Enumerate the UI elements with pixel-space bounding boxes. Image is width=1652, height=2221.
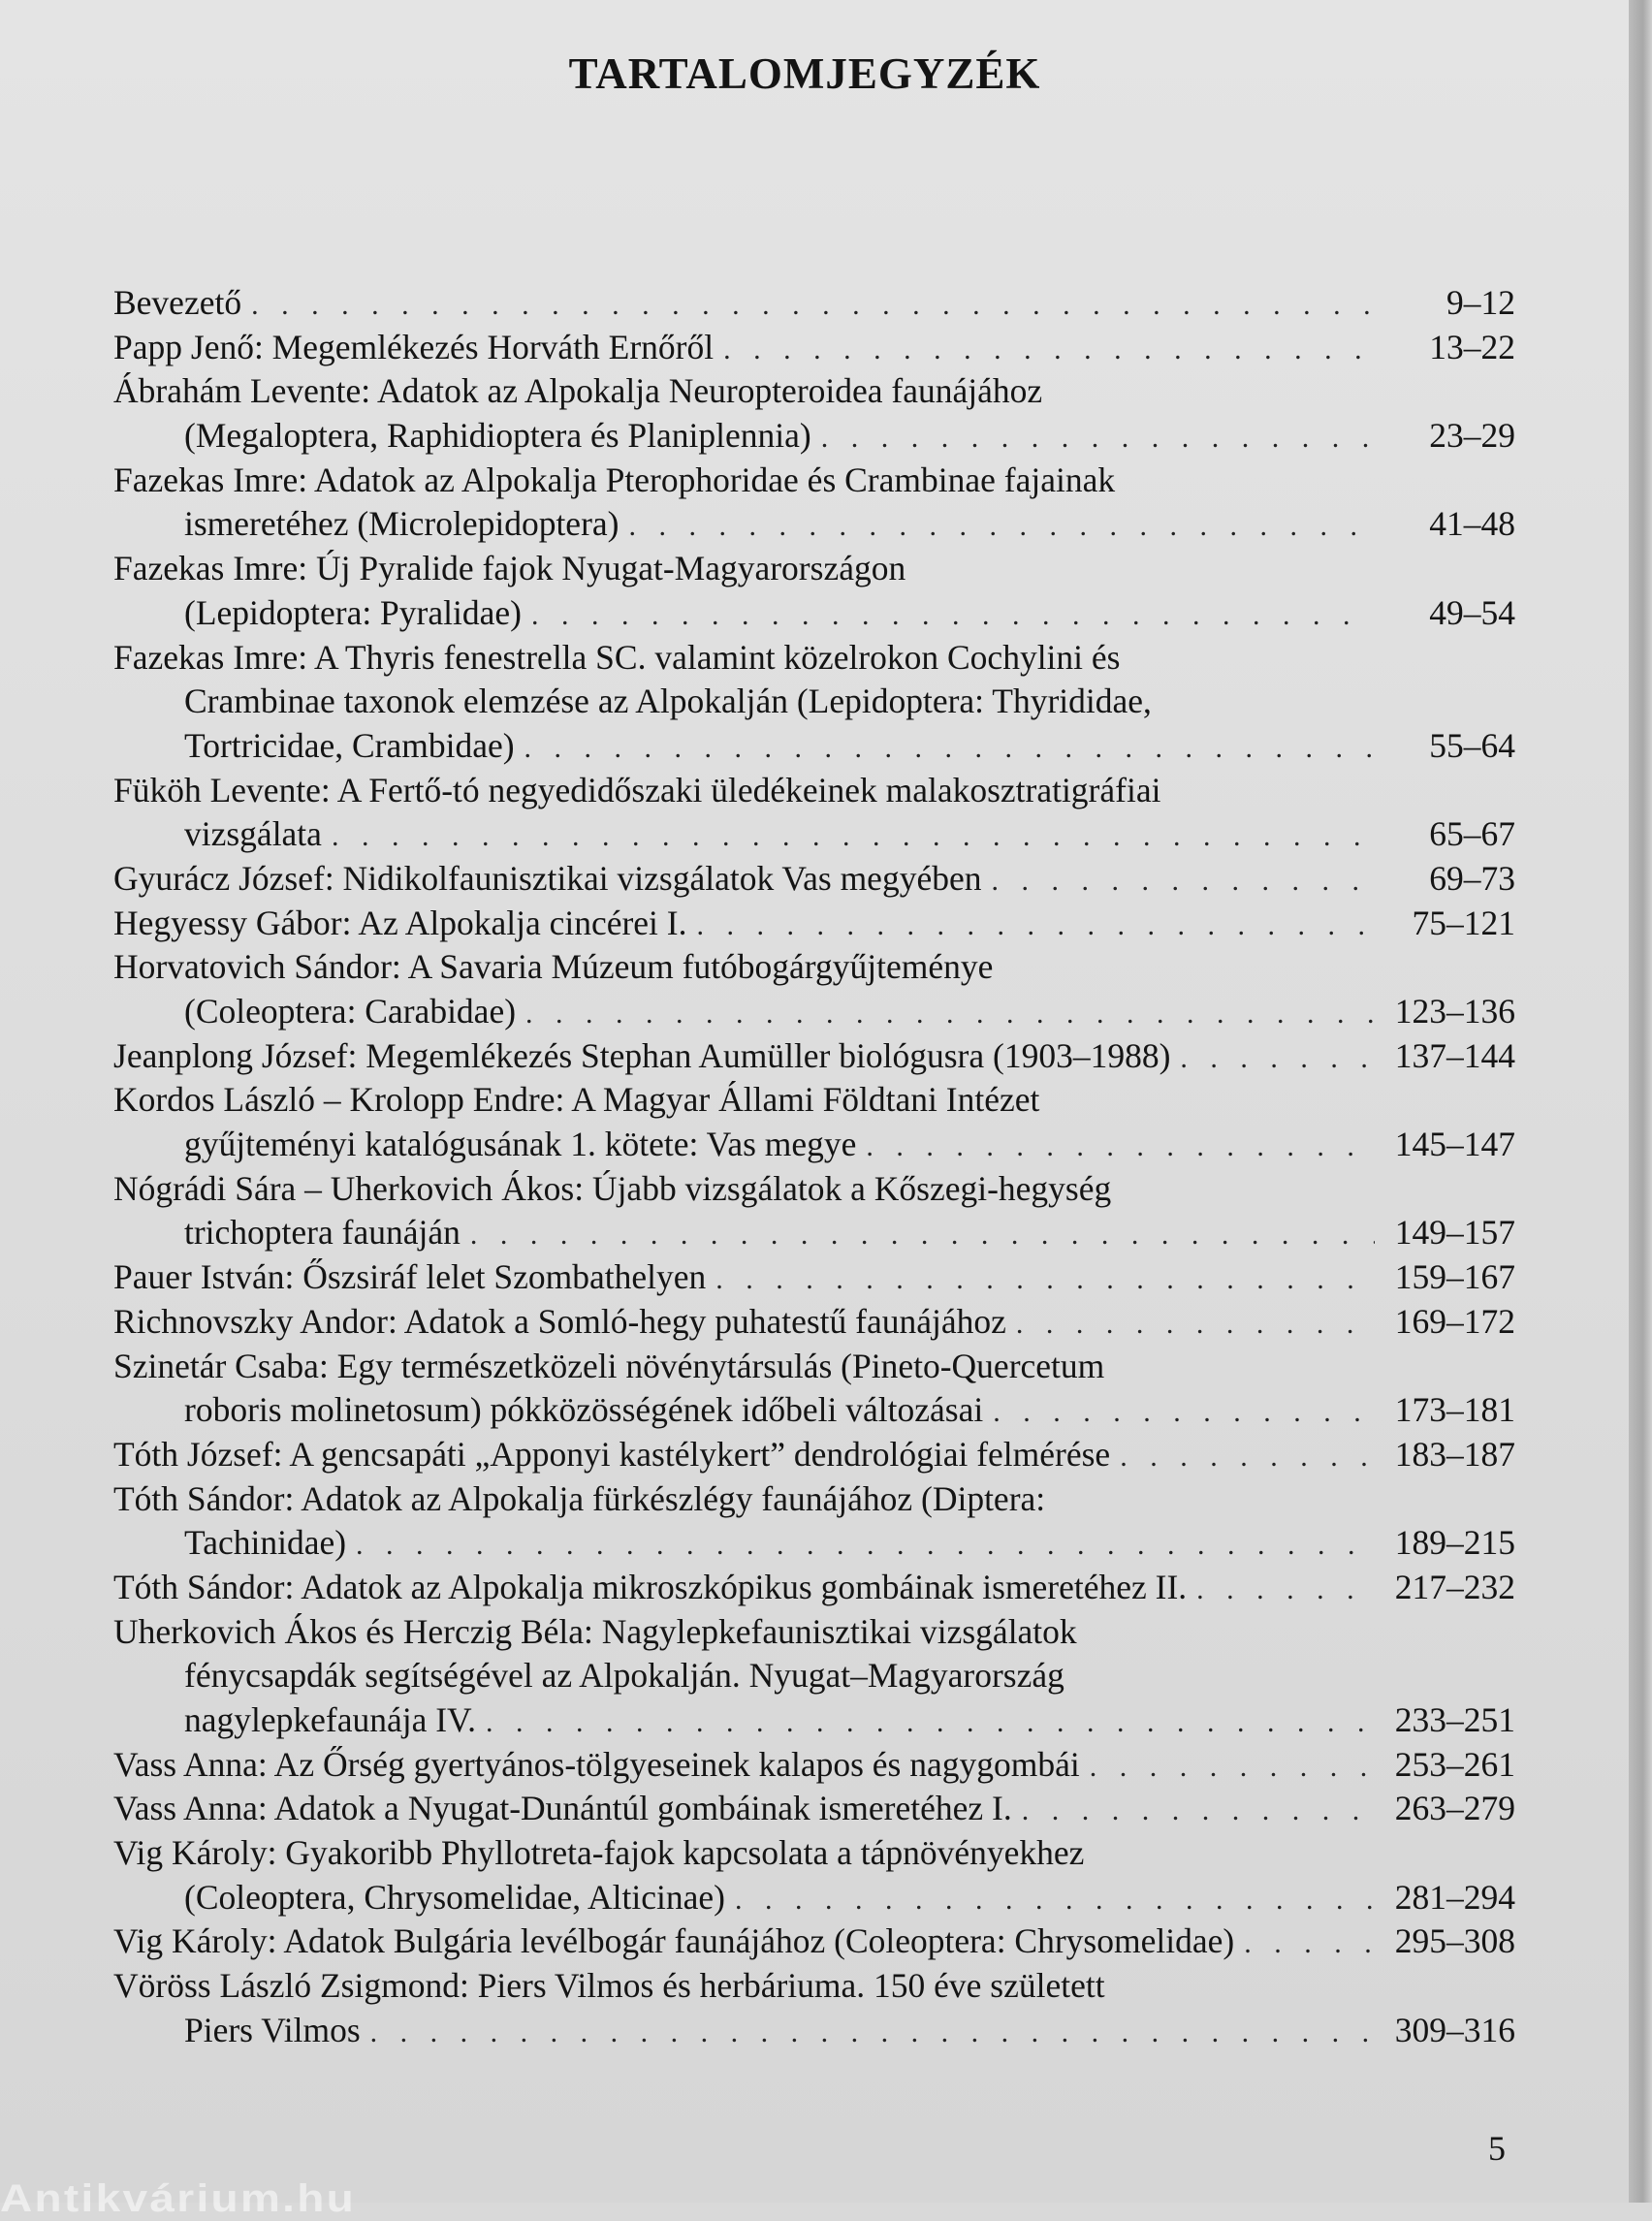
toc-entry-text: Tóth Sándor: Adatok az Alpokalja fürkészlégy faunájához (Diptera: xyxy=(113,1478,1046,1518)
dot-leader xyxy=(470,1213,1375,1257)
dot-leader xyxy=(356,1523,1375,1568)
toc-entry xyxy=(113,1566,1515,1610)
toc-entry-line xyxy=(113,1787,1515,1831)
toc-entry xyxy=(113,326,1515,370)
toc-entry-line xyxy=(113,1255,1515,1300)
dot-leader xyxy=(821,416,1375,460)
dot-leader xyxy=(1090,1745,1375,1790)
dot-leader xyxy=(993,1390,1375,1435)
toc-entry-pages: 65–67 xyxy=(1429,814,1515,854)
toc-entry xyxy=(113,769,1515,857)
page-edge xyxy=(1629,0,1652,2203)
toc-entry-line xyxy=(113,1433,1515,1477)
toc-entry-pages: 189–215 xyxy=(1394,1523,1515,1563)
toc-entry-text: Piers Vilmos xyxy=(184,2010,361,2049)
toc-entry-text: Tachinidae) xyxy=(184,1523,347,1563)
toc-entry-line xyxy=(113,326,1515,370)
toc-entry-text: Bevezető xyxy=(113,283,242,322)
toc-entry-line xyxy=(113,1078,1515,1123)
toc-entry-text: Vig Károly: Adatok Bulgária levélbogár faunájához (Coleoptera: Chrysomelidae) xyxy=(113,1921,1235,1961)
toc-entry-text: Vöröss László Zsigmond: Piers Vilmos és herbáriuma. 150 éve született xyxy=(113,1966,1105,2006)
toc-entry-text: trichoptera faunáján xyxy=(184,1213,461,1253)
toc-entry-text: Tóth Sándor: Adatok az Alpokalja mikroszkópikus gombáinak ismeretéhez II. xyxy=(113,1567,1188,1606)
toc-entry-text: Uherkovich Ákos és Herczig Béla: Nagylepkefaunisztikai vizsgálatok xyxy=(113,1611,1077,1651)
toc-entry-pages: 69–73 xyxy=(1429,858,1515,898)
toc-entry-pages: 9–12 xyxy=(1446,283,1515,322)
toc-entry xyxy=(113,902,1515,946)
toc-entry-continuation-line xyxy=(113,724,1515,769)
toc-entry-line xyxy=(113,1920,1515,1964)
toc-entry-pages: 145–147 xyxy=(1394,1125,1515,1164)
toc-entry-continuation-line xyxy=(113,680,1515,724)
toc-entry-text: Horvatovich Sándor: A Savaria Múzeum futóbogárgyűjteménye xyxy=(113,947,994,987)
toc-entry xyxy=(113,1831,1515,1920)
toc-entry-pages: 75–121 xyxy=(1412,903,1515,942)
toc-entry-text: Szinetár Csaba: Egy természetközeli növénytársulás (Pineto-Quercetum xyxy=(113,1346,1105,1385)
toc-entry-text: ismeretéhez (Microlepidoptera) xyxy=(184,504,620,544)
dot-leader xyxy=(628,504,1375,549)
toc-entry-continuation-line xyxy=(113,1698,1515,1743)
dot-leader xyxy=(735,1878,1375,1922)
toc-entry-text: vizsgálata xyxy=(184,814,322,854)
toc-entry-pages: 123–136 xyxy=(1394,992,1515,1031)
toc-entry-text: Tóth József: A gencsapáti „Apponyi kastélykert” dendrológiai felmérése xyxy=(113,1434,1111,1474)
toc-entry-line xyxy=(113,636,1515,681)
toc-entry-pages: 23–29 xyxy=(1429,416,1515,456)
toc-entry-continuation-line xyxy=(113,1521,1515,1566)
toc-entry-text: Papp Jenő: Megemlékezés Horváth Ernőről xyxy=(113,327,715,366)
toc-entry-line xyxy=(113,281,1515,326)
toc-entry-continuation-line xyxy=(113,414,1515,459)
toc-entry-pages: 159–167 xyxy=(1394,1257,1515,1297)
dot-leader xyxy=(1016,1302,1375,1347)
toc-entry xyxy=(113,1610,1515,1743)
toc-entry-pages: 295–308 xyxy=(1394,1921,1515,1961)
toc-entry xyxy=(113,636,1515,769)
dot-leader xyxy=(525,992,1375,1036)
toc-entry-line xyxy=(113,1566,1515,1610)
toc-entry-pages: 309–316 xyxy=(1394,2010,1515,2049)
dot-leader xyxy=(1022,1789,1375,1833)
toc-entry xyxy=(113,369,1515,458)
toc-entry-text: Füköh Levente: A Fertő-tó negyedidőszaki üledékeinek malakosztratigráfiai xyxy=(113,770,1161,809)
toc-entry-text: (Megaloptera, Raphidioptera és Planiplennia) xyxy=(184,416,811,456)
dot-leader xyxy=(696,904,1375,948)
toc-entry-line xyxy=(113,857,1515,902)
toc-entry xyxy=(113,945,1515,1033)
toc-entry xyxy=(113,281,1515,326)
dot-leader xyxy=(1196,1568,1375,1612)
toc-entry-pages: 55–64 xyxy=(1429,725,1515,765)
table-of-contents xyxy=(113,281,1515,2053)
toc-entry-line xyxy=(113,459,1515,503)
toc-entry-text: Vig Károly: Gyakoribb Phyllotreta-fajok kapcsolata a tápnövényekhez xyxy=(113,1833,1085,1873)
toc-entry-text: Crambinae taxonok elemzése az Alpokalján (Lepidoptera: Thyrididae, xyxy=(184,682,1152,721)
toc-entry-pages: 253–261 xyxy=(1394,1744,1515,1784)
toc-entry-continuation-line xyxy=(113,990,1515,1034)
toc-entry-continuation-line xyxy=(113,1123,1515,1167)
dot-leader xyxy=(715,1257,1375,1302)
dot-leader xyxy=(251,283,1375,328)
toc-entry-continuation-line xyxy=(113,2009,1515,2053)
toc-entry-pages: 173–181 xyxy=(1394,1390,1515,1430)
toc-entry-text: Richnovszky Andor: Adatok a Somló-hegy puhatestű faunájához xyxy=(113,1301,1006,1341)
toc-entry xyxy=(113,1078,1515,1166)
watermark: Antikvárium.hu xyxy=(0,2177,357,2220)
toc-entry-line xyxy=(113,1167,1515,1212)
toc-entry-line xyxy=(113,547,1515,591)
dot-leader xyxy=(524,726,1375,771)
dot-leader xyxy=(1120,1435,1375,1479)
toc-entry-line xyxy=(113,1034,1515,1079)
toc-entry-continuation-line xyxy=(113,1876,1515,1920)
toc-entry xyxy=(113,459,1515,547)
toc-entry-text: Ábrahám Levente: Adatok az Alpokalja Neuropteroidea faunájához xyxy=(113,371,1043,411)
toc-entry-line xyxy=(113,1345,1515,1389)
toc-entry-text: Kordos László – Krolopp Endre: A Magyar Állami Földtani Intézet xyxy=(113,1080,1040,1120)
page-title: TARTALOMJEGYZÉK xyxy=(568,49,1041,98)
toc-entry xyxy=(113,1787,1515,1831)
toc-entry-pages: 149–157 xyxy=(1394,1213,1515,1253)
toc-entry xyxy=(113,1477,1515,1566)
toc-entry-line xyxy=(113,369,1515,414)
toc-entry-line xyxy=(113,769,1515,813)
toc-entry-text: Hegyessy Gábor: Az Alpokalja cincérei I. xyxy=(113,903,687,942)
toc-entry-text: Vass Anna: Adatok a Nyugat-Dunántúl gombáinak ismeretéhez I. xyxy=(113,1789,1012,1828)
toc-entry-pages: 169–172 xyxy=(1394,1301,1515,1341)
toc-entry-continuation-line xyxy=(113,1388,1515,1433)
toc-entry-text: Pauer István: Őszsiráf lelet Szombathelyen xyxy=(113,1257,707,1297)
toc-entry-pages: 41–48 xyxy=(1429,504,1515,544)
dot-leader xyxy=(332,814,1375,859)
toc-entry-pages: 183–187 xyxy=(1394,1434,1515,1474)
toc-entry-continuation-line xyxy=(113,502,1515,547)
toc-entry xyxy=(113,1964,1515,2052)
toc-entry-line xyxy=(113,945,1515,990)
toc-entry xyxy=(113,1743,1515,1788)
toc-entry-line xyxy=(113,902,1515,946)
toc-entry xyxy=(113,1345,1515,1433)
toc-entry-line xyxy=(113,1831,1515,1876)
toc-entry-text: fénycsapdák segítségével az Alpokalján. Nyugat–Magyarország xyxy=(184,1656,1064,1696)
dot-leader xyxy=(1244,1921,1375,1966)
toc-entry-continuation-line xyxy=(113,591,1515,636)
toc-entry-pages: 13–22 xyxy=(1429,327,1515,366)
toc-entry-pages: 233–251 xyxy=(1394,1700,1515,1739)
toc-entry xyxy=(113,1433,1515,1477)
toc-entry-continuation-line xyxy=(113,812,1515,857)
dot-leader xyxy=(866,1125,1375,1169)
toc-entry-continuation-line xyxy=(113,1211,1515,1255)
toc-entry xyxy=(113,1920,1515,1964)
toc-entry xyxy=(113,1300,1515,1345)
toc-entry-text: gyűjteményi katalógusának 1. kötete: Vas megye xyxy=(184,1125,857,1164)
toc-entry-pages: 49–54 xyxy=(1429,592,1515,632)
toc-entry-text: Fazekas Imre: A Thyris fenestrella SC. valamint közelrokon Cochylini és xyxy=(113,637,1121,677)
toc-entry xyxy=(113,547,1515,635)
dot-leader xyxy=(531,593,1375,638)
toc-entry xyxy=(113,1167,1515,1255)
toc-entry-text: Jeanplong József: Megemlékezés Stephan Aumüller biológusra (1903–1988) xyxy=(113,1035,1171,1075)
toc-entry-text: Gyurácz József: Nidikolfaunisztikai vizsgálatok Vas megyében xyxy=(113,858,982,898)
toc-entry xyxy=(113,1255,1515,1300)
toc-entry-text: roboris molinetosum) pókközösségének időbeli változásai xyxy=(184,1390,984,1430)
dot-leader xyxy=(1180,1036,1375,1081)
toc-entry-text: (Lepidoptera: Pyralidae) xyxy=(184,592,522,632)
toc-entry-text: nagylepkefaunája IV. xyxy=(184,1700,476,1739)
toc-entry-text: Fazekas Imre: Új Pyralide fajok Nyugat-Magyarországon xyxy=(113,549,906,588)
toc-entry-line xyxy=(113,1610,1515,1655)
toc-entry-line xyxy=(113,1743,1515,1788)
toc-entry-text: Vass Anna: Az Őrség gyertyános-tölgyeseinek kalapos és nagygombái xyxy=(113,1744,1080,1784)
toc-entry-text: Fazekas Imre: Adatok az Alpokalja Pterophoridae és Crambinae fajainak xyxy=(113,460,1116,499)
toc-entry-text: Tortricidae, Crambidae) xyxy=(184,725,515,765)
toc-entry-line xyxy=(113,1477,1515,1522)
toc-entry-pages: 217–232 xyxy=(1394,1567,1515,1606)
toc-entry-pages: 263–279 xyxy=(1394,1789,1515,1828)
dot-leader xyxy=(486,1700,1375,1745)
toc-entry-line xyxy=(113,1964,1515,2009)
dot-leader xyxy=(370,2011,1375,2055)
toc-entry-pages: 137–144 xyxy=(1394,1035,1515,1075)
dot-leader xyxy=(723,328,1375,372)
page-number: 5 xyxy=(1488,2129,1506,2168)
dot-leader xyxy=(991,859,1375,904)
toc-entry-text: (Coleoptera: Carabidae) xyxy=(184,992,517,1031)
toc-entry-line xyxy=(113,1300,1515,1345)
toc-entry-text: (Coleoptera, Chrysomelidae, Alticinae) xyxy=(184,1877,725,1917)
toc-entry-pages: 281–294 xyxy=(1394,1877,1515,1917)
toc-entry-text: Nógrádi Sára – Uherkovich Ákos: Újabb vizsgálatok a Kőszegi-hegység xyxy=(113,1168,1112,1208)
toc-entry xyxy=(113,1034,1515,1079)
toc-entry xyxy=(113,857,1515,902)
toc-entry-continuation-line xyxy=(113,1654,1515,1698)
